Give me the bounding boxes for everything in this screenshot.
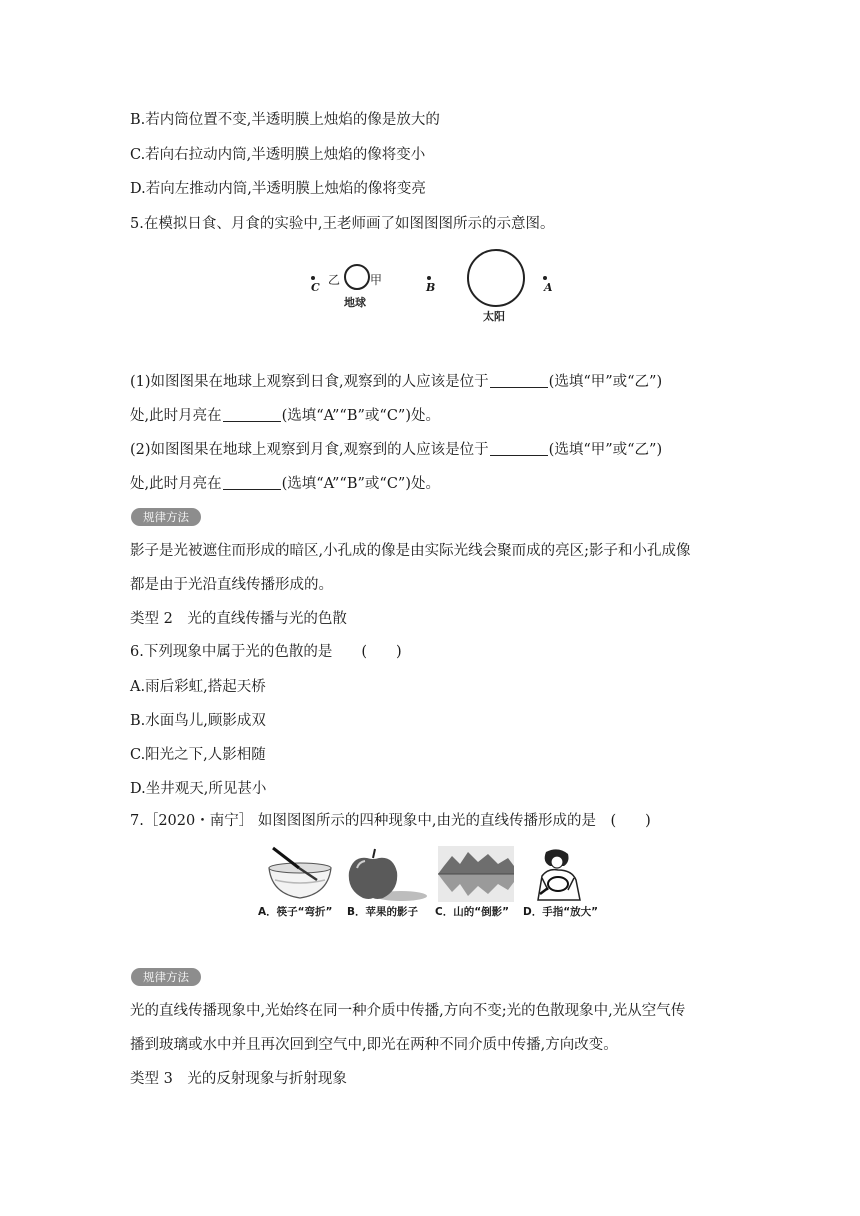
q5-part1-line2: 处,此时月亮在 (选填“A”“B”或“C”)处。 — [130, 408, 440, 424]
q5-part2-line1: (2)如图图果在地球上观察到月食,观察到的人应该是位于 (选填“甲”或“乙”) — [130, 442, 663, 458]
q6-option-c: C.阳光之下,人影相随 — [130, 747, 266, 763]
earth-label: 地球 — [344, 296, 366, 309]
bowl-chopstick-image — [265, 846, 335, 902]
q6-stem: 6.下列现象中属于光的色散的是 ( ) — [130, 644, 402, 660]
point-a-dot — [543, 276, 547, 280]
caption-c: C．山的“倒影” — [435, 906, 510, 918]
answer-blank[interactable] — [223, 475, 281, 490]
answer-blank[interactable] — [490, 441, 548, 456]
method-badge: 规律方法 — [131, 968, 201, 986]
point-b-label: B — [426, 281, 436, 294]
q5-part1-line1: (1)如图图果在地球上观察到日食,观察到的人应该是位于 (选填“甲”或“乙”) — [130, 374, 663, 390]
point-b-dot — [427, 276, 431, 280]
label-yi: 乙 — [328, 273, 341, 287]
point-c-dot — [311, 276, 315, 280]
sun-circle — [467, 249, 525, 307]
method1-line1: 影子是光被遮住而形成的暗区,小孔成的像是由实际光线会聚而成的亮区;影子和小孔成像 — [130, 543, 691, 559]
q5-part2-line2: 处,此时月亮在 (选填“A”“B”或“C”)处。 — [130, 476, 440, 492]
point-c-label: C — [311, 281, 320, 294]
method2-line1: 光的直线传播现象中,光始终在同一种介质中传播,方向不变;光的色散现象中,光从空气传 — [130, 1003, 686, 1019]
caption-a: A．筷子“弯折” — [258, 906, 333, 918]
q7-stem: 7.［2020・南宁］ 如图图图所示的四种现象中,由光的直线传播形成的是 ( ) — [130, 813, 651, 829]
answer-blank[interactable] — [490, 373, 548, 388]
mountain-reflection-image — [438, 846, 514, 902]
label-jia: 甲 — [370, 273, 383, 287]
caption-d: D．手指“放大” — [523, 906, 599, 918]
method2-line2: 播到玻璃或水中并且再次回到空气中,即光在两种不同介质中传播,方向改变。 — [130, 1037, 618, 1053]
answer-blank[interactable] — [223, 407, 281, 422]
type3-heading: 类型 3 光的反射现象与折射现象 — [130, 1071, 347, 1087]
type2-heading: 类型 2 光的直线传播与光的色散 — [130, 611, 347, 627]
q6-option-d: D.坐井观天,所见甚小 — [130, 781, 267, 797]
point-a-label: A — [544, 281, 553, 294]
earth-circle — [344, 264, 370, 290]
method1-line2: 都是由于光沿直线传播形成的。 — [130, 577, 333, 593]
q4-option-b: B.若内筒位置不变,半透明膜上烛焰的像是放大的 — [130, 112, 440, 128]
q4-option-d: D.若向左推动内筒,半透明膜上烛焰的像将变亮 — [130, 181, 426, 197]
method-badge: 规律方法 — [131, 508, 201, 526]
q5-stem: 5.在模拟日食、月食的实验中,王老师画了如图图图所示的示意图。 — [130, 216, 555, 232]
magnifier-person-image — [528, 846, 588, 902]
q6-option-b: B.水面鸟儿,顾影成双 — [130, 713, 266, 729]
apple-shadow-image — [343, 846, 433, 902]
caption-b: B．苹果的影子 — [347, 906, 419, 918]
q4-option-c: C.若向右拉动内筒,半透明膜上烛焰的像将变小 — [130, 147, 426, 163]
q6-option-a: A.雨后彩虹,搭起天桥 — [130, 679, 266, 695]
sun-label: 太阳 — [483, 310, 505, 323]
